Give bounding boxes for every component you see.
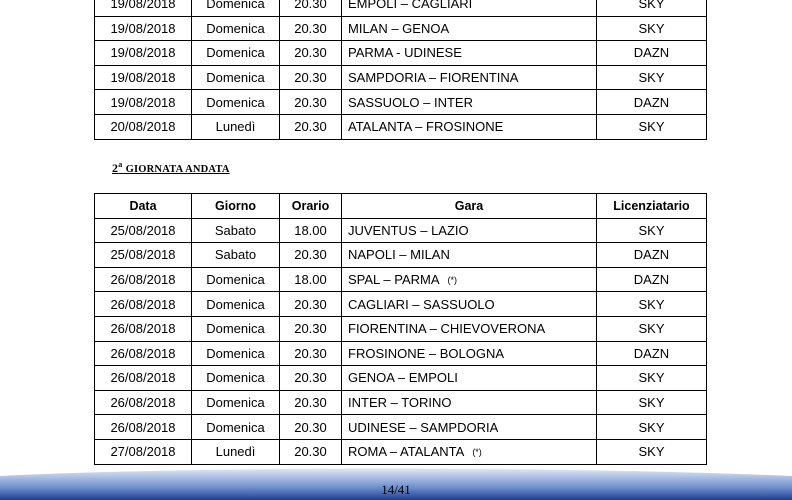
- cell-broadcaster: [597, 114, 707, 139]
- cell-day-text: Domenica: [206, 419, 265, 435]
- cell-date: [95, 267, 192, 292]
- cell-time-text: 20.30: [294, 444, 327, 460]
- cell-match-text: SAMPDORIA – FIORENTINA: [348, 70, 519, 86]
- cell-day: [192, 415, 280, 440]
- cell-date: [95, 390, 192, 415]
- cell-broadcaster-text: SKY: [638, 70, 665, 86]
- cell-match-text: ATALANTA – FROSINONE: [348, 119, 504, 135]
- cell-time-text: 20.30: [294, 247, 327, 263]
- header-data: Data: [95, 194, 192, 219]
- cell-date-text: 26/08/2018: [110, 296, 176, 312]
- cell-day-text: Domenica: [206, 321, 265, 337]
- cell-date-text: 26/08/2018: [110, 419, 176, 435]
- cell-day: [192, 390, 280, 415]
- cell-broadcaster-text: SKY: [638, 0, 665, 12]
- table-row: [95, 316, 707, 341]
- cell-day-text: Domenica: [206, 296, 265, 312]
- cell-date: [95, 366, 192, 391]
- cell-day: [192, 341, 280, 366]
- match-note: (*): [472, 447, 482, 458]
- cell-time: [280, 114, 342, 139]
- cell-date-text: 25/08/2018: [110, 222, 176, 238]
- cell-date: [95, 341, 192, 366]
- cell-match: [342, 316, 597, 341]
- cell-match-text: UDINESE – SAMPDORIA: [348, 419, 499, 435]
- cell-broadcaster-text: DAZN: [633, 247, 670, 263]
- cell-broadcaster: [597, 41, 707, 66]
- cell-day-text: Domenica: [206, 0, 265, 12]
- header-row: [95, 194, 707, 219]
- cell-day-text: Domenica: [206, 20, 265, 36]
- cell-time: [280, 65, 342, 90]
- cell-date-text: 26/08/2018: [110, 345, 176, 361]
- cell-match-text: PARMA - UDINESE: [348, 45, 462, 61]
- cell-match-text: SPAL – PARMA: [348, 272, 440, 288]
- table-row: [95, 218, 707, 243]
- cell-date-text: 19/08/2018: [110, 70, 176, 86]
- header-orario: Orario: [280, 194, 342, 219]
- cell-broadcaster: [597, 65, 707, 90]
- cell-day: [192, 267, 280, 292]
- cell-date-text: 19/08/2018: [110, 45, 176, 61]
- cell-date: [95, 218, 192, 243]
- cell-day-text: Lunedì: [215, 444, 256, 460]
- table-row: [95, 292, 707, 317]
- cell-day-text: Domenica: [206, 45, 265, 61]
- table-header: [95, 194, 707, 219]
- cell-date: [95, 65, 192, 90]
- cell-date: [95, 0, 192, 16]
- cell-time: [280, 16, 342, 41]
- cell-date: [95, 243, 192, 268]
- cell-date-text: 25/08/2018: [110, 247, 176, 263]
- cell-time-text: 20.30: [294, 70, 327, 86]
- cell-time: [280, 0, 342, 16]
- table-row: [95, 65, 707, 90]
- header-gara: Gara: [342, 194, 597, 219]
- cell-time: [280, 41, 342, 66]
- cell-match: [342, 41, 597, 66]
- cell-time-text: 20.30: [294, 419, 327, 435]
- cell-day: [192, 65, 280, 90]
- cell-date-text: 27/08/2018: [110, 444, 176, 460]
- cell-date: [95, 439, 192, 464]
- cell-broadcaster-text: SKY: [638, 296, 665, 312]
- table-row: [95, 114, 707, 139]
- cell-broadcaster: [597, 316, 707, 341]
- cell-date-text: 19/08/2018: [110, 94, 176, 110]
- cell-broadcaster: [597, 366, 707, 391]
- cell-day: [192, 243, 280, 268]
- cell-broadcaster: [597, 16, 707, 41]
- cell-time: [280, 267, 342, 292]
- cell-match-text: GENOA – EMPOLI: [348, 370, 458, 386]
- cell-broadcaster-text: DAZN: [633, 272, 670, 288]
- cell-time-text: 18.00: [294, 272, 327, 288]
- cell-match-text: FROSINONE – BOLOGNA: [348, 345, 505, 361]
- cell-broadcaster: [597, 341, 707, 366]
- cell-time-text: 20.30: [294, 321, 327, 337]
- cell-date-text: 26/08/2018: [110, 395, 176, 411]
- cell-time: [280, 415, 342, 440]
- cell-date-text: 20/08/2018: [110, 119, 176, 135]
- schedule-table-1: [94, 0, 707, 140]
- cell-broadcaster-text: DAZN: [633, 94, 670, 110]
- cell-broadcaster-text: SKY: [638, 444, 665, 460]
- table-row: [95, 0, 707, 16]
- table-row: [95, 41, 707, 66]
- table-row: [95, 341, 707, 366]
- cell-match: [342, 341, 597, 366]
- cell-time-text: 20.30: [294, 45, 327, 61]
- cell-day: [192, 439, 280, 464]
- cell-time: [280, 316, 342, 341]
- cell-time: [280, 243, 342, 268]
- table-row: [95, 267, 707, 292]
- cell-match-text: MILAN – GENOA: [348, 20, 450, 36]
- page-number: 14/41: [381, 482, 411, 497]
- table-row: [95, 439, 707, 464]
- cell-match: [342, 218, 597, 243]
- cell-day: [192, 316, 280, 341]
- cell-day-text: Domenica: [206, 345, 265, 361]
- cell-match-text: SASSUOLO – INTER: [348, 94, 473, 110]
- cell-day-text: Domenica: [206, 272, 265, 288]
- cell-day-text: Domenica: [206, 395, 265, 411]
- cell-date: [95, 90, 192, 115]
- cell-time: [280, 292, 342, 317]
- header-licenziatario: Licenziatario: [597, 194, 707, 219]
- cell-time: [280, 366, 342, 391]
- cell-day: [192, 0, 280, 16]
- cell-match: [342, 366, 597, 391]
- cell-time-text: 20.30: [294, 296, 327, 312]
- cell-broadcaster: [597, 267, 707, 292]
- cell-time-text: 20.30: [294, 395, 327, 411]
- cell-day: [192, 16, 280, 41]
- cell-broadcaster-text: SKY: [638, 321, 665, 337]
- cell-date-text: 26/08/2018: [110, 370, 176, 386]
- cell-time-text: 20.30: [294, 94, 327, 110]
- cell-date-text: 26/08/2018: [110, 321, 176, 337]
- cell-broadcaster: [597, 292, 707, 317]
- cell-match-text: FIORENTINA – CHIEVOVERONA: [348, 321, 546, 337]
- cell-match: [342, 16, 597, 41]
- cell-time-text: 20.30: [294, 119, 327, 135]
- table-row: [95, 16, 707, 41]
- cell-time-text: 20.30: [294, 20, 327, 36]
- cell-match: [342, 243, 597, 268]
- cell-time-text: 18.00: [294, 222, 327, 238]
- cell-date-text: 19/08/2018: [110, 20, 176, 36]
- schedule-table-1-body: [95, 0, 707, 139]
- cell-broadcaster: [597, 390, 707, 415]
- cell-match-text: EMPOLI – CAGLIARI: [348, 0, 473, 12]
- cell-day: [192, 90, 280, 115]
- cell-day-text: Sabato: [214, 222, 257, 238]
- cell-broadcaster-text: SKY: [638, 222, 665, 238]
- cell-time: [280, 341, 342, 366]
- cell-time-text: 20.30: [294, 370, 327, 386]
- cell-match: [342, 390, 597, 415]
- cell-day-text: Domenica: [206, 94, 265, 110]
- cell-match: [342, 267, 597, 292]
- cell-match: [342, 90, 597, 115]
- cell-match: [342, 439, 597, 464]
- cell-day-text: Lunedì: [215, 119, 256, 135]
- cell-date: [95, 16, 192, 41]
- cell-broadcaster-text: SKY: [638, 119, 665, 135]
- section-heading: 2$^a$ GIORNATA ANDATA: [112, 160, 230, 175]
- cell-date: [95, 316, 192, 341]
- cell-match-text: NAPOLI – MILAN: [348, 247, 450, 263]
- table-row: [95, 390, 707, 415]
- cell-day: [192, 292, 280, 317]
- cell-day: [192, 41, 280, 66]
- cell-day-text: Domenica: [206, 370, 265, 386]
- schedule-table-2: [94, 193, 707, 465]
- cell-match-text: INTER – TORINO: [348, 395, 452, 411]
- cell-day-text: Sabato: [214, 247, 257, 263]
- cell-match: [342, 114, 597, 139]
- cell-date: [95, 292, 192, 317]
- cell-time: [280, 90, 342, 115]
- cell-broadcaster: [597, 243, 707, 268]
- cell-broadcaster: [597, 218, 707, 243]
- cell-broadcaster: [597, 415, 707, 440]
- cell-broadcaster-text: SKY: [638, 419, 665, 435]
- cell-day: [192, 366, 280, 391]
- cell-match-text: ROMA – ATALANTA: [348, 444, 465, 460]
- match-note: (*): [447, 275, 458, 286]
- cell-date: [95, 114, 192, 139]
- cell-time-text: 20.30: [294, 345, 327, 361]
- header-giorno: Giorno: [192, 194, 280, 219]
- table-row: [95, 90, 707, 115]
- cell-time-text: 20.30: [294, 0, 327, 12]
- cell-broadcaster-text: SKY: [638, 395, 665, 411]
- cell-date: [95, 41, 192, 66]
- cell-time: [280, 218, 342, 243]
- cell-day: [192, 218, 280, 243]
- cell-match-text: CAGLIARI – SASSUOLO: [348, 296, 495, 312]
- schedule-table-2-body: [95, 218, 707, 464]
- cell-broadcaster: [597, 90, 707, 115]
- table-row: [95, 366, 707, 391]
- cell-date: [95, 415, 192, 440]
- cell-broadcaster-text: SKY: [638, 370, 665, 386]
- cell-broadcaster-text: SKY: [638, 20, 665, 36]
- cell-broadcaster-text: DAZN: [633, 345, 670, 361]
- cell-date-text: 19/08/2018: [110, 0, 176, 12]
- cell-match: [342, 415, 597, 440]
- cell-broadcaster: [597, 439, 707, 464]
- cell-date-text: 26/08/2018: [110, 272, 176, 288]
- cell-day: [192, 114, 280, 139]
- cell-match-text: JUVENTUS – LAZIO: [348, 222, 469, 238]
- table-row: [95, 243, 707, 268]
- cell-day-text: Domenica: [206, 70, 265, 86]
- cell-broadcaster: [597, 0, 707, 16]
- cell-broadcaster-text: DAZN: [633, 45, 670, 61]
- cell-match: [342, 65, 597, 90]
- table-row: [95, 415, 707, 440]
- cell-time: [280, 439, 342, 464]
- cell-match: [342, 292, 597, 317]
- cell-time: [280, 390, 342, 415]
- cell-match: [342, 0, 597, 16]
